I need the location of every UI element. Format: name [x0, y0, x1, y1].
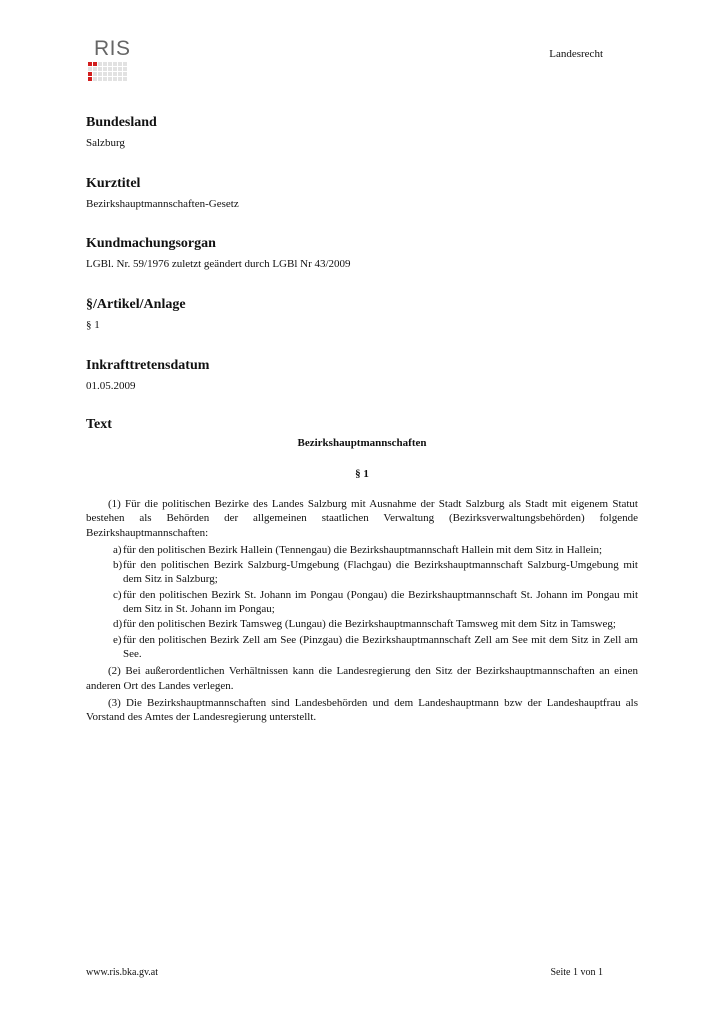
logo-grid-cell — [88, 77, 92, 81]
logo-grid-cell — [118, 62, 122, 66]
logo-grid-cell — [108, 67, 112, 71]
logo-grid-cell — [98, 72, 102, 76]
logo-grid-cell — [103, 72, 107, 76]
list-text: für den politischen Bezirk Hallein (Tennengau) die Bezirkshauptmannschaft Hallein mit dem Sitz in Hallein; — [123, 543, 603, 556]
list-text: für den politischen Bezirk Tamsweg (Lungau) die Bezirkshauptmannschaft Tamsweg mit dem Sitz in Tamsweg; — [123, 618, 616, 631]
paragraph-number: § 1 — [355, 468, 369, 480]
logo-grid-cell — [108, 77, 112, 81]
logo-grid-cell — [118, 72, 122, 76]
logo-grid-cell — [98, 62, 102, 66]
logo-grid-cell — [123, 72, 127, 76]
field-kundmachungsorgan — [86, 235, 351, 271]
field-heading: Kurztitel — [86, 176, 141, 191]
field-kurztitel — [86, 175, 239, 211]
logo-grid-cell — [118, 67, 122, 71]
paragraph-2: (2) Bei außerordentlichen Verhältnissen kann die Landesregierung den Sitz der Bezirkshauptmannschaften an einen anderen Ort des Landes verlegen. — [86, 665, 638, 692]
header-category: Landesrecht — [549, 48, 603, 60]
logo-grid-cell — [88, 72, 92, 76]
list-text: für den politischen Bezirk Zell am See (Pinzgau) die Bezirkshauptmannschaft Zell am See mit dem Sitz in Zell am See. — [123, 633, 638, 660]
field-value: LGBl. Nr. 59/1976 zuletzt geändert durch LGBl Nr 43/2009 — [86, 258, 351, 270]
logo-grid-cell — [88, 67, 92, 71]
field-value: 01.05.2009 — [86, 380, 136, 392]
logo-grid-cell — [98, 77, 102, 81]
field-inkrafttretensdatum — [86, 357, 209, 393]
logo-grid-cell — [93, 62, 97, 66]
text-heading: Text — [86, 417, 112, 432]
list-letter: d) — [113, 618, 123, 631]
logo-grid-cell — [108, 62, 112, 66]
list-item — [86, 588, 638, 617]
logo-grid-cell — [103, 77, 107, 81]
logo-grid-cell — [113, 77, 117, 81]
field-bundesland — [86, 114, 157, 150]
list-text: für den politischen Bezirk Salzburg-Umgebung (Flachgau) die Bezirkshauptmannschaft Salzburg-Umgebung mit dem Sitz in Salzburg; — [123, 559, 638, 586]
logo-grid-cell — [93, 67, 97, 71]
logo-grid-cell — [108, 72, 112, 76]
list-letter: b) — [113, 559, 123, 572]
list-letter: c) — [113, 588, 122, 601]
list-letter: a) — [113, 543, 122, 556]
logo-grid-cell — [93, 77, 97, 81]
logo-text: RIS — [94, 37, 131, 60]
logo-grid-cell — [88, 62, 92, 66]
logo-grid-cell — [103, 62, 107, 66]
logo-grid-cell — [123, 67, 127, 71]
footer-page-number: Seite 1 von 1 — [550, 967, 603, 978]
logo-grid-cell — [113, 62, 117, 66]
list-item — [86, 543, 638, 557]
law-body — [86, 497, 638, 727]
field-heading: Inkrafttretensdatum — [86, 358, 210, 373]
paragraph-1: (1) Für die politischen Bezirke des Landes Salzburg mit Ausnahme der Stadt Salzburg als Stadt mit eigenem Statut bestehen als Behörden der allgemeinen staatlichen Verwaltung (Bezirksverwaltungsbehörden) folgende Bezirkshauptmannschaften: — [86, 498, 638, 539]
field-heading: Kundmachungsorgan — [86, 236, 216, 251]
field-heading: §/Artikel/Anlage — [86, 297, 186, 312]
logo-grid-cell — [98, 67, 102, 71]
field-heading: Bundesland — [86, 115, 157, 130]
law-title: Bezirkshauptmannschaften — [297, 437, 427, 449]
logo-grid-cell — [118, 77, 122, 81]
field-artikel — [86, 296, 186, 332]
footer-website-link[interactable]: www.ris.bka.gv.at — [86, 967, 159, 978]
logo-grid-cell — [113, 67, 117, 71]
field-value: Bezirkshauptmannschaften-Gesetz — [86, 198, 239, 210]
list-item — [86, 558, 638, 587]
logo-grid-cell — [113, 72, 117, 76]
ris-logo — [88, 37, 138, 82]
logo-grid-cell — [123, 62, 127, 66]
list-item — [86, 617, 638, 631]
field-value: § 1 — [86, 319, 100, 331]
logo-grid-cell — [93, 72, 97, 76]
district-list — [86, 543, 638, 661]
logo-grid-cell — [103, 67, 107, 71]
list-item — [86, 633, 638, 662]
field-value: Salzburg — [86, 137, 125, 149]
paragraph-3: (3) Die Bezirkshauptmannschaften sind Landesbehörden und dem Landeshauptmann bzw der Landeshauptfrau als Vorstand des Amtes der Landesregierung unterstellt. — [86, 696, 638, 724]
list-text: für den politischen Bezirk St. Johann im Pongau (Pongau) die Bezirkshauptmannschaft St. Johann im Pongau mit dem Sitz in St. Johann im Pongau; — [123, 588, 638, 616]
logo-grid-cell — [123, 77, 127, 81]
list-letter: e) — [113, 633, 122, 646]
